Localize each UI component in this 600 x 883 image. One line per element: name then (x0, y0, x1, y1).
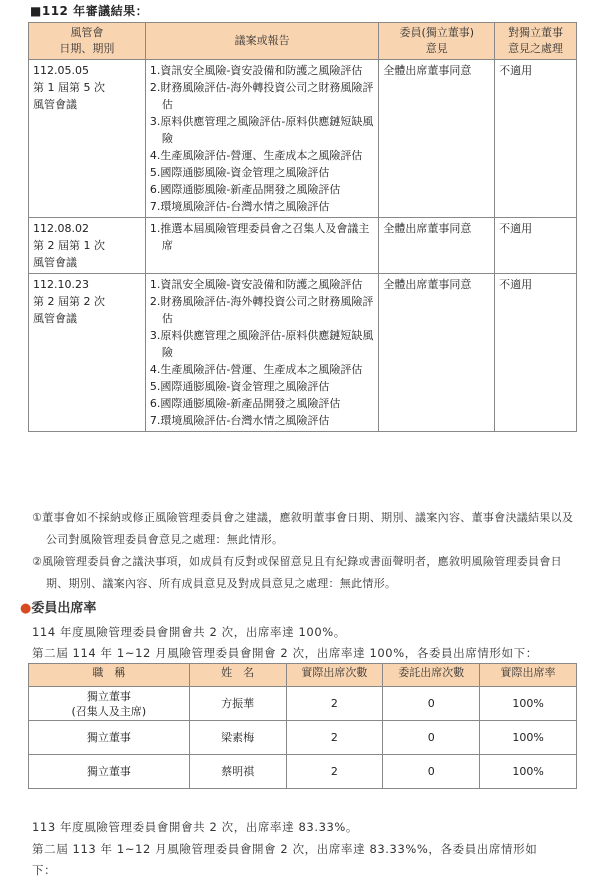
actual-count-cell: 2 (286, 687, 383, 721)
table-row (29, 687, 577, 721)
header-opinion-handling: 對獨立董事 意見之處理 (495, 23, 577, 60)
note-2: ②風險管理委員會之議決事項，如成員有反對或保留意見且有紀錄或書面聲明者，應敘明風險管理委員會日期、期別、議案內容、所有成員意見及對成員意見之處理：無此情形。 (32, 555, 562, 590)
proxy-count-cell: 0 (383, 755, 480, 789)
meetings-table (28, 22, 577, 432)
section-title-attendance: ●委員出席率 (20, 601, 97, 616)
header-proxy: 委託出席次數 (383, 664, 480, 687)
header-proposals: 議案或報告 (145, 23, 379, 60)
member-name-cell: 蔡明祺 (189, 755, 286, 789)
meeting-date-cell: 112.08.02 第 2 屆第 1 次 風管會議 (29, 218, 146, 274)
member-title-cell: 獨立董事 (召集人及主席) (29, 687, 190, 721)
actual-count-cell: 2 (286, 721, 383, 755)
bullet-icon: ● (20, 601, 32, 616)
member-name-cell: 梁素梅 (189, 721, 286, 755)
note-1: ①董事會如不採納或修正風險管理委員會之建議，應敘明董事會日期、期別、議案內容、董事會決議結果以及公司對風險管理委員會意見之處理：無此情形。 (32, 511, 574, 546)
list-item: 3.原料供應管理之風險評估-原料供應鏈短缺風險 (149, 329, 374, 359)
paragraph-113-summary: 113 年度風險管理委員會開會共 2 次，出席率達 83.33%。 (32, 820, 359, 834)
proposal-list-cell (145, 218, 379, 274)
table-row (29, 274, 577, 432)
list-item: 5.國際通膨風險-資金管理之風險評估 (149, 380, 330, 393)
rate-cell: 100% (480, 687, 577, 721)
handling-cell: 不適用 (495, 218, 577, 274)
header-actual: 實際出席次數 (286, 664, 383, 687)
table-row (29, 755, 577, 789)
list-item: 1.資訊安全風險-資安設備和防護之風險評估 (149, 278, 363, 291)
header-date-session: 風管會 日期、期別 (29, 23, 146, 60)
opinion-cell: 全體出席董事同意 (379, 274, 495, 432)
list-item: 4.生產風險評估-營運、生產成本之風險評估 (149, 363, 363, 376)
table-row (29, 60, 577, 218)
list-item: 4.生產風險評估-營運、生產成本之風險評估 (149, 149, 363, 162)
attendance-table-header (29, 664, 577, 687)
header-member-opinion: 委員(獨立董事) 意見 (379, 23, 495, 60)
header-title: 職 稱 (29, 664, 190, 687)
actual-count-cell: 2 (286, 755, 383, 789)
proposal-list-cell (145, 274, 379, 432)
paragraph-113-detail-cont: 下： (32, 863, 57, 877)
proposal-list (150, 276, 375, 429)
member-title-cell: 獨立董事 (29, 721, 190, 755)
proposal-list (150, 220, 375, 254)
paragraph-113-detail: 第二屆 113 年 1~12 月風險管理委員會開會 2 次，出席率達 83.33%%，各委員出席情形如 (32, 842, 538, 856)
header-rate: 實際出席率 (480, 664, 577, 687)
attendance-table (28, 663, 577, 789)
rate-cell: 100% (480, 721, 577, 755)
meeting-date-cell: 112.10.23 第 2 屆第 2 次 風管會議 (29, 274, 146, 432)
list-item: 5.國際通膨風險-資金管理之風險評估 (149, 166, 330, 179)
meeting-date-cell: 112.05.05 第 1 屆第 5 次 風管會議 (29, 60, 146, 218)
proposal-list-cell (145, 60, 379, 218)
header-name: 姓 名 (189, 664, 286, 687)
paragraph-114-summary: 114 年度風險管理委員會開會共 2 次，出席率達 100%。 (32, 625, 346, 639)
notes-block (32, 507, 578, 595)
list-item: 1.推選本屆風險管理委員會之召集人及會議主席 (149, 222, 370, 252)
list-item: 1.資訊安全風險-資安設備和防護之風險評估 (149, 64, 363, 77)
list-item: 6.國際通膨風險-新產品開發之風險評估 (149, 397, 341, 410)
proposal-list (150, 62, 375, 215)
list-item: 3.原料供應管理之風險評估-原料供應鏈短缺風險 (149, 115, 374, 145)
proxy-count-cell: 0 (383, 721, 480, 755)
list-item: 2.財務風險評估-海外轉投資公司之財務風險評估 (149, 81, 374, 111)
list-item: 7.環境風險評估-台灣水情之風險評估 (149, 414, 330, 427)
list-item: 6.國際通膨風險-新產品開發之風險評估 (149, 183, 341, 196)
handling-cell: 不適用 (495, 274, 577, 432)
section-title-112-results: ■112 年審議結果： (30, 4, 149, 18)
opinion-cell: 全體出席董事同意 (379, 218, 495, 274)
table-row (29, 218, 577, 274)
opinion-cell: 全體出席董事同意 (379, 60, 495, 218)
table-row (29, 721, 577, 755)
member-title-cell: 獨立董事 (29, 755, 190, 789)
paragraph-114-detail: 第二屆 114 年 1~12 月風險管理委員會開會 2 次，出席率達 100%，各委員出席情形如下： (32, 646, 538, 660)
rate-cell: 100% (480, 755, 577, 789)
proxy-count-cell: 0 (383, 687, 480, 721)
list-item: 2.財務風險評估-海外轉投資公司之財務風險評估 (149, 295, 374, 325)
handling-cell: 不適用 (495, 60, 577, 218)
member-name-cell: 方振華 (189, 687, 286, 721)
meetings-table-header (29, 23, 577, 60)
list-item: 7.環境風險評估-台灣水情之風險評估 (149, 200, 330, 213)
